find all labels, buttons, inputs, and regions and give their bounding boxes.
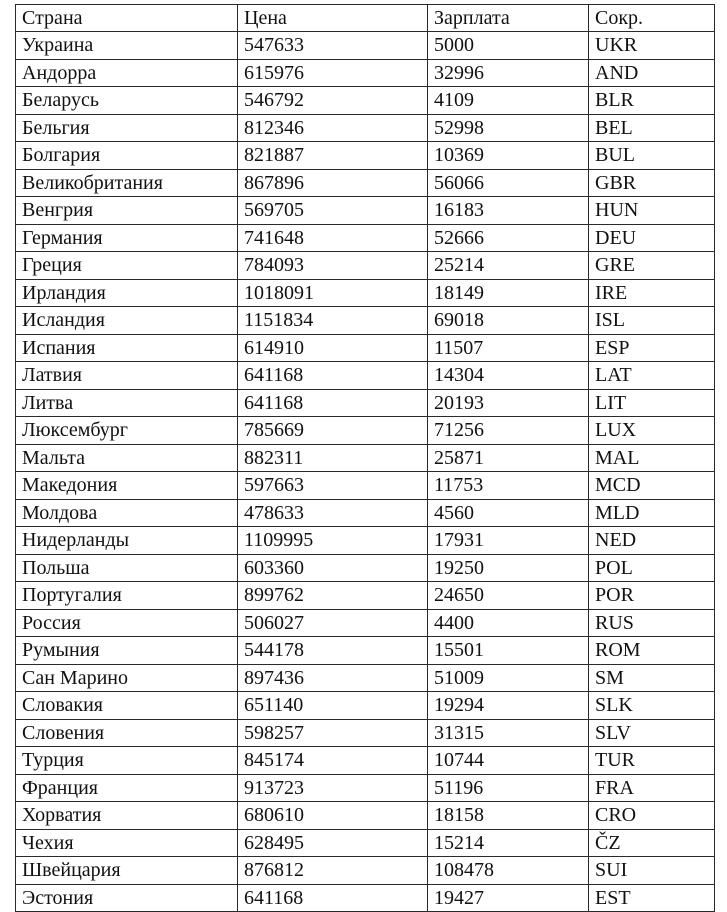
header-salary: Зарплата	[428, 5, 589, 32]
cell-salary: 24650	[428, 582, 589, 610]
cell-abbreviation: MLD	[589, 499, 715, 527]
table-row	[16, 142, 715, 170]
cell-abbreviation: ISL	[589, 307, 715, 335]
table-body	[16, 32, 715, 912]
cell-country: Латвия	[16, 362, 238, 390]
cell-country: Россия	[16, 609, 238, 637]
cell-price: 784093	[238, 252, 428, 280]
cell-country: Литва	[16, 389, 238, 417]
table-row	[16, 279, 715, 307]
cell-country: Хорватия	[16, 802, 238, 830]
cell-salary: 108478	[428, 857, 589, 885]
cell-country: Португалия	[16, 582, 238, 610]
table-row	[16, 334, 715, 362]
cell-price: 614910	[238, 334, 428, 362]
cell-price: 812346	[238, 114, 428, 142]
cell-country: Словения	[16, 719, 238, 747]
cell-salary: 52666	[428, 224, 589, 252]
table-row	[16, 884, 715, 912]
cell-country: Сан Марино	[16, 664, 238, 692]
cell-salary: 15501	[428, 637, 589, 665]
cell-abbreviation: BEL	[589, 114, 715, 142]
table-row	[16, 197, 715, 225]
cell-salary: 18149	[428, 279, 589, 307]
cell-salary: 51009	[428, 664, 589, 692]
cell-salary: 25871	[428, 444, 589, 472]
cell-country: Турция	[16, 747, 238, 775]
cell-abbreviation: LAT	[589, 362, 715, 390]
cell-price: 641168	[238, 362, 428, 390]
cell-price: 506027	[238, 609, 428, 637]
cell-price: 569705	[238, 197, 428, 225]
cell-abbreviation: MAL	[589, 444, 715, 472]
cell-price: 544178	[238, 637, 428, 665]
cell-abbreviation: GBR	[589, 169, 715, 197]
cell-abbreviation: UKR	[589, 32, 715, 60]
cell-salary: 4400	[428, 609, 589, 637]
cell-price: 785669	[238, 417, 428, 445]
cell-price: 615976	[238, 59, 428, 87]
table-header-row	[16, 5, 715, 32]
table-row	[16, 472, 715, 500]
cell-price: 913723	[238, 774, 428, 802]
cell-salary: 4560	[428, 499, 589, 527]
cell-salary: 4109	[428, 87, 589, 115]
cell-abbreviation: DEU	[589, 224, 715, 252]
cell-price: 845174	[238, 747, 428, 775]
cell-salary: 16183	[428, 197, 589, 225]
cell-abbreviation: LIT	[589, 389, 715, 417]
cell-abbreviation: ROM	[589, 637, 715, 665]
cell-salary: 17931	[428, 527, 589, 555]
cell-price: 882311	[238, 444, 428, 472]
header-abbreviation: Сокр.	[589, 5, 715, 32]
cell-country: Бельгия	[16, 114, 238, 142]
cell-salary: 19250	[428, 554, 589, 582]
cell-country: Испания	[16, 334, 238, 362]
table-row	[16, 774, 715, 802]
cell-price: 899762	[238, 582, 428, 610]
cell-price: 897436	[238, 664, 428, 692]
cell-country: Германия	[16, 224, 238, 252]
cell-price: 1151834	[238, 307, 428, 335]
cell-abbreviation: SUI	[589, 857, 715, 885]
cell-price: 546792	[238, 87, 428, 115]
cell-salary: 11753	[428, 472, 589, 500]
cell-abbreviation: BLR	[589, 87, 715, 115]
table-row	[16, 692, 715, 720]
cell-price: 478633	[238, 499, 428, 527]
cell-salary: 5000	[428, 32, 589, 60]
cell-salary: 71256	[428, 417, 589, 445]
cell-country: Великобритания	[16, 169, 238, 197]
cell-country: Ирландия	[16, 279, 238, 307]
cell-abbreviation: POL	[589, 554, 715, 582]
table-row	[16, 527, 715, 555]
table-row	[16, 87, 715, 115]
table-row	[16, 444, 715, 472]
cell-price: 651140	[238, 692, 428, 720]
cell-price: 598257	[238, 719, 428, 747]
country-table-container	[15, 4, 714, 912]
cell-country: Чехия	[16, 829, 238, 857]
cell-country: Андорра	[16, 59, 238, 87]
cell-price: 876812	[238, 857, 428, 885]
cell-country: Болгария	[16, 142, 238, 170]
table-row	[16, 307, 715, 335]
cell-abbreviation: LUX	[589, 417, 715, 445]
table-row	[16, 114, 715, 142]
cell-abbreviation: MCD	[589, 472, 715, 500]
cell-country: Венгрия	[16, 197, 238, 225]
table-row	[16, 362, 715, 390]
cell-abbreviation: BUL	[589, 142, 715, 170]
table-row	[16, 59, 715, 87]
table-row	[16, 829, 715, 857]
table-row	[16, 664, 715, 692]
cell-country: Польша	[16, 554, 238, 582]
cell-price: 867896	[238, 169, 428, 197]
cell-price: 547633	[238, 32, 428, 60]
cell-abbreviation: SLV	[589, 719, 715, 747]
table-row	[16, 609, 715, 637]
cell-salary: 31315	[428, 719, 589, 747]
cell-abbreviation: POR	[589, 582, 715, 610]
cell-abbreviation: ESP	[589, 334, 715, 362]
cell-price: 1109995	[238, 527, 428, 555]
header-country: Страна	[16, 5, 238, 32]
cell-abbreviation: CRO	[589, 802, 715, 830]
cell-country: Исландия	[16, 307, 238, 335]
cell-salary: 19427	[428, 884, 589, 912]
cell-price: 603360	[238, 554, 428, 582]
cell-abbreviation: NED	[589, 527, 715, 555]
cell-abbreviation: HUN	[589, 197, 715, 225]
cell-country: Греция	[16, 252, 238, 280]
cell-salary: 15214	[428, 829, 589, 857]
cell-price: 628495	[238, 829, 428, 857]
cell-country: Словакия	[16, 692, 238, 720]
cell-abbreviation: FRA	[589, 774, 715, 802]
cell-abbreviation: IRE	[589, 279, 715, 307]
country-table	[15, 4, 715, 912]
cell-salary: 19294	[428, 692, 589, 720]
table-row	[16, 252, 715, 280]
cell-salary: 32996	[428, 59, 589, 87]
cell-salary: 10369	[428, 142, 589, 170]
cell-abbreviation: GRE	[589, 252, 715, 280]
cell-country: Нидерланды	[16, 527, 238, 555]
cell-country: Румыния	[16, 637, 238, 665]
cell-salary: 10744	[428, 747, 589, 775]
cell-abbreviation: ČZ	[589, 829, 715, 857]
cell-country: Франция	[16, 774, 238, 802]
cell-salary: 14304	[428, 362, 589, 390]
cell-salary: 51196	[428, 774, 589, 802]
table-row	[16, 554, 715, 582]
cell-abbreviation: TUR	[589, 747, 715, 775]
cell-country: Молдова	[16, 499, 238, 527]
cell-price: 641168	[238, 884, 428, 912]
cell-salary: 69018	[428, 307, 589, 335]
cell-country: Швейцария	[16, 857, 238, 885]
cell-salary: 52998	[428, 114, 589, 142]
cell-country: Люксембург	[16, 417, 238, 445]
cell-country: Мальта	[16, 444, 238, 472]
table-row	[16, 389, 715, 417]
cell-country: Украина	[16, 32, 238, 60]
cell-salary: 11507	[428, 334, 589, 362]
table-row	[16, 719, 715, 747]
table-row	[16, 499, 715, 527]
cell-abbreviation: EST	[589, 884, 715, 912]
table-row	[16, 169, 715, 197]
table-row	[16, 637, 715, 665]
cell-price: 680610	[238, 802, 428, 830]
cell-price: 1018091	[238, 279, 428, 307]
cell-price: 641168	[238, 389, 428, 417]
cell-salary: 20193	[428, 389, 589, 417]
table-row	[16, 582, 715, 610]
cell-abbreviation: SLK	[589, 692, 715, 720]
cell-abbreviation: SM	[589, 664, 715, 692]
cell-salary: 25214	[428, 252, 589, 280]
table-row	[16, 857, 715, 885]
cell-salary: 56066	[428, 169, 589, 197]
cell-country: Эстония	[16, 884, 238, 912]
table-row	[16, 32, 715, 60]
table-row	[16, 224, 715, 252]
cell-country: Беларусь	[16, 87, 238, 115]
cell-price: 741648	[238, 224, 428, 252]
cell-price: 597663	[238, 472, 428, 500]
header-price: Цена	[238, 5, 428, 32]
table-row	[16, 802, 715, 830]
cell-salary: 18158	[428, 802, 589, 830]
cell-price: 821887	[238, 142, 428, 170]
table-row	[16, 417, 715, 445]
cell-country: Македония	[16, 472, 238, 500]
cell-abbreviation: AND	[589, 59, 715, 87]
table-row	[16, 747, 715, 775]
cell-abbreviation: RUS	[589, 609, 715, 637]
